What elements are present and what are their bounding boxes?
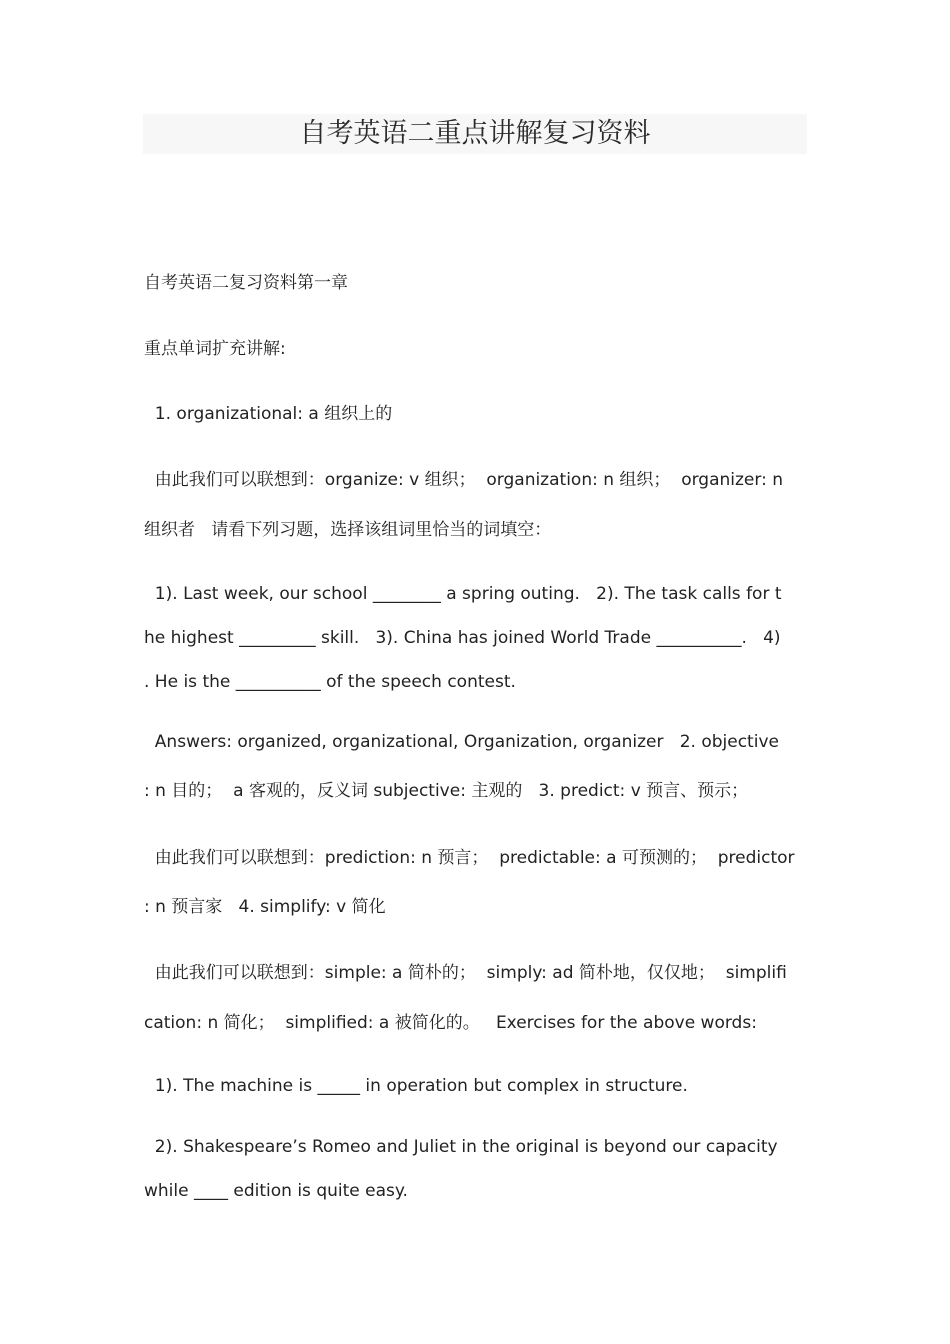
chapter-heading: 自考英语二复习资料第一章 <box>144 273 348 293</box>
text-line: 2). Shakespeare’s Romeo and Juliet in the original is beyond our capacity <box>144 1137 778 1157</box>
text-line: 由此我们可以联想到：simple: a 简朴的； simply: ad 简朴地，仅仅地； simplifi <box>144 963 787 983</box>
text-line: he highest _________ skill. 3). China has joined World Trade __________. 4) <box>144 628 781 648</box>
text-line: 1). Last week, our school ________ a spring outing. 2). The task calls for t <box>144 584 782 604</box>
text-line: : n 预言家 4. simplify: v 简化 <box>144 897 386 917</box>
text-line: 由此我们可以联想到：organize: v 组织； organization: n 组织； organizer: n <box>144 470 783 490</box>
text-line: 1). The machine is _____ in operation but complex in structure. <box>144 1076 688 1096</box>
text-line: 组织者 请看下列习题，选择该组词里恰当的词填空： <box>144 520 552 540</box>
text-line: Answers: organized, organizational, Organization, organizer 2. objective <box>144 732 779 752</box>
text-line: 1. organizational: a 组织上的 <box>144 404 393 424</box>
text-line: : n 目的； a 客观的，反义词 subjective: 主观的 3. predict: v 预言、预示； <box>144 781 749 801</box>
document-title: 自考英语二重点讲解复习资料 <box>299 118 651 149</box>
text-line: . He is the __________ of the speech contest. <box>144 672 516 692</box>
text-line: while ____ edition is quite easy. <box>144 1181 408 1201</box>
section-heading: 重点单词扩充讲解: <box>144 339 286 359</box>
text-line: 由此我们可以联想到：prediction: n 预言； predictable: a 可预测的； predictor <box>144 848 795 868</box>
text-line: cation: n 简化； simplified: a 被简化的。 Exercises for the above words: <box>144 1013 757 1033</box>
